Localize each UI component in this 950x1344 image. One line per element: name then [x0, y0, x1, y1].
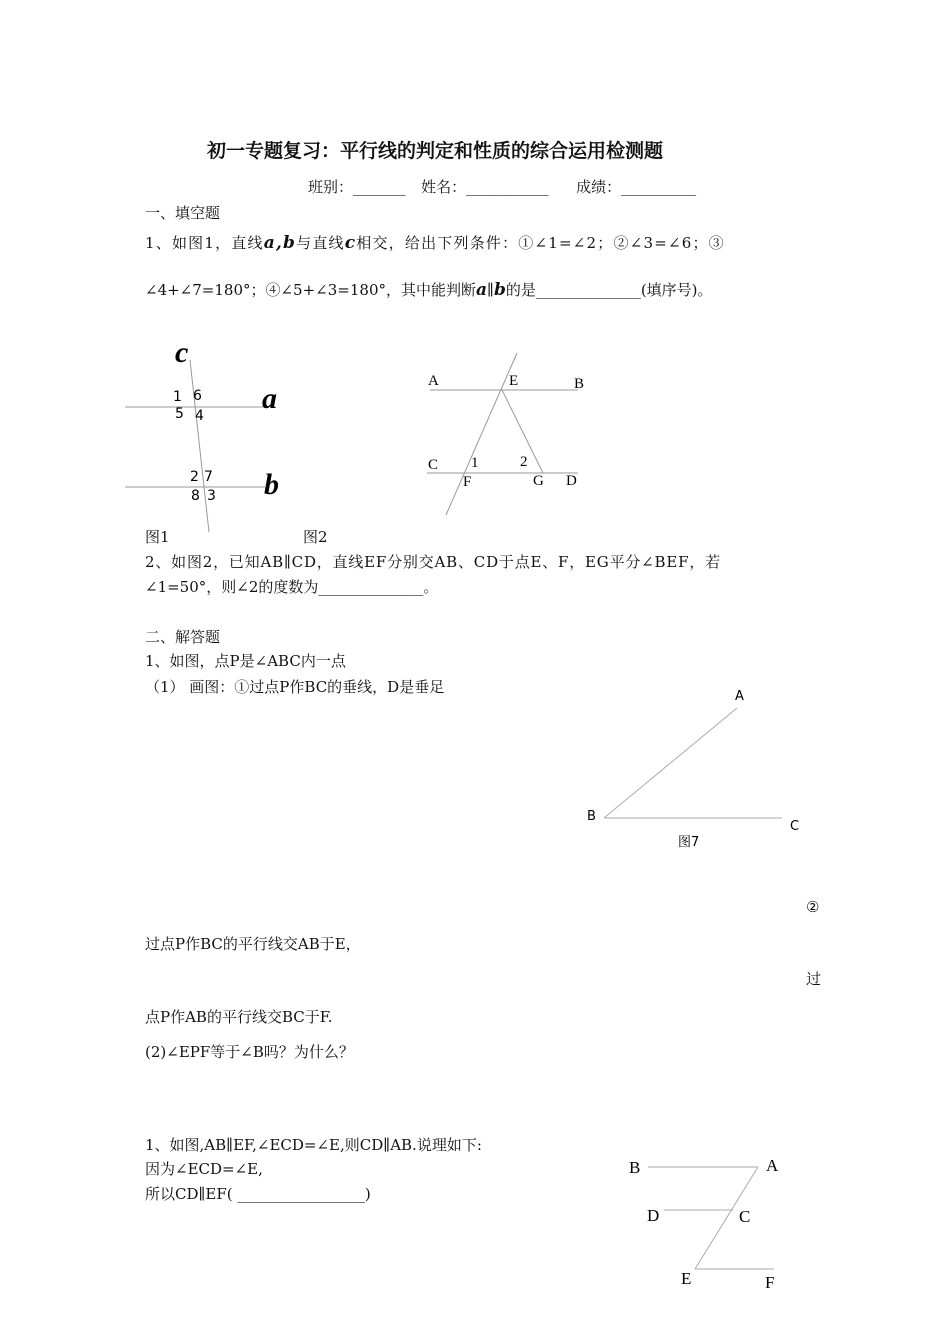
fig3-point-d: D [647, 1206, 660, 1225]
fig1-angle-4: 4 [195, 408, 204, 424]
fig7-caption: 图7 [678, 835, 700, 850]
fig1-angle-6: 6 [193, 388, 202, 404]
s2q1-intro: 1、如图，点P是∠ABC内一点 [145, 652, 346, 670]
fig1-label-a: a [262, 382, 277, 415]
q2-line2: ∠1=50°，则∠2的度数为______________。 [145, 578, 439, 596]
score-label: 成绩： [576, 178, 622, 196]
name-blank[interactable]: ___________ [466, 178, 549, 196]
fig2-point-f: F [463, 474, 472, 490]
name-label: 姓名： [421, 178, 467, 196]
fig1-angle-1: 1 [173, 389, 182, 405]
parallel-symbol: ∥ [487, 281, 494, 299]
page-title: 初一专题复习：平行线的判定和性质的综合运用检测题 [207, 140, 664, 162]
fig1-angle-8: 8 [191, 488, 200, 504]
fig2-point-c: C [428, 457, 439, 473]
s2q1-circled-2: ② [806, 898, 820, 916]
var-a: a [475, 280, 487, 300]
s2q1-part1: （1） 画图：①过点P作BC的垂线，D是垂足 [145, 678, 445, 696]
fig7-point-c: C [790, 819, 800, 834]
q1-line2b: 的是______________(填序号)。 [505, 281, 713, 299]
fig2-point-d: D [566, 473, 577, 489]
fig7-point-a: A [735, 689, 744, 704]
fig3-point-f: F [765, 1273, 775, 1292]
fig1-label-c: c [175, 336, 189, 369]
fig2-caption: 图2 [303, 528, 328, 546]
var-b: b [493, 280, 506, 300]
fig2-point-g: G [533, 473, 544, 489]
q1-prefix: 1、如图1，直线 [145, 234, 264, 252]
fig7-point-b: B [587, 809, 596, 824]
fig3-point-c: C [739, 1207, 751, 1226]
line-ef [446, 353, 517, 515]
fig3-point-a: A [766, 1156, 779, 1175]
class-label: 班别： [308, 178, 354, 196]
fig3-point-e: E [681, 1269, 692, 1288]
s2q1-line-f: 点P作AB的平行线交BC于F. [145, 1008, 333, 1026]
ray-ba [604, 708, 737, 818]
q3-line3[interactable]: 所以CD∥EF( _________________) [145, 1185, 371, 1203]
score-blank[interactable]: __________ [621, 178, 697, 196]
s2q1-line-e: 过点P作BC的平行线交AB于E， [145, 935, 361, 953]
fig1-caption: 图1 [145, 528, 170, 546]
var-c: c [344, 233, 357, 253]
class-blank[interactable]: _______ [353, 178, 406, 196]
var-ab: a,b [263, 233, 297, 253]
s2q1-guo: 过 [806, 970, 822, 988]
q2-line1: 2、如图2，已知AB∥CD，直线EF分别交AB、CD于点E、F，EG平分∠BEF，若 [145, 553, 721, 571]
s2q1-part2: (2)∠EPF等于∠B吗？为什么？ [145, 1043, 354, 1061]
fig2-point-b: B [574, 376, 585, 392]
fig3-point-b: B [629, 1158, 641, 1177]
section1-heading: 一、填空题 [145, 204, 221, 222]
fig2-angle-1: 1 [471, 455, 479, 471]
fig2-point-e: E [509, 373, 519, 389]
section2-heading: 二、解答题 [145, 628, 221, 646]
q1-conditions: 相交，给出下列条件：①∠1=∠2；②∠3=∠6；③ [356, 234, 725, 252]
fig1-label-b: b [264, 468, 279, 501]
fig1-angle-7: 7 [204, 469, 213, 485]
q3-line2: 因为∠ECD=∠E, [145, 1160, 263, 1178]
q1-mid: 与直线 [296, 234, 345, 252]
fig1-angle-2: 2 [190, 469, 199, 485]
fig2-angle-2: 2 [520, 454, 528, 470]
fig1-angle-3: 3 [207, 488, 216, 504]
q1-line2a: ∠4+∠7=180°；④∠5+∠3=180°，其中能判断 [145, 281, 476, 299]
fig2-point-a: A [428, 373, 439, 389]
q3-line1: 1、如图,AB∥EF,∠ECD=∠E,则CD∥AB.说理如下: [145, 1136, 482, 1154]
line-c [190, 360, 209, 532]
fig1-angle-5: 5 [175, 406, 184, 422]
